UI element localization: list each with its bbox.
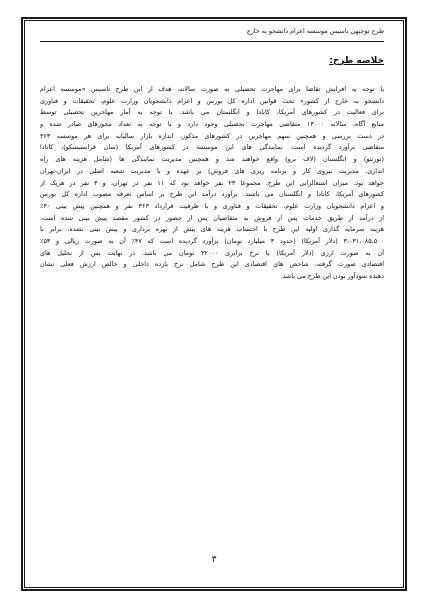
paragraph-line: دهنده سودآور بودن این طرح می باشد. <box>280 272 384 280</box>
paragraph-line: اندازی، مدیریت نیروی کار و برنامه ریزی های فروش) بر عهده و با مدیریت شعبه اصلی در ایران-تهران <box>40 166 384 175</box>
paragraph-line: در دست بررسی و همچنین سهم مهاجرین در کشورهای مذکور، اندازه بازار سالیانه برای هر موسسه ۳۶۳ <box>40 131 384 140</box>
paragraph-line: (تورنتو) و انگلستان (لاف برو) واقع خواهند شد و همچنین مدیریت نمایندگی ها (شامل هزینه های راه <box>40 155 384 164</box>
paragraph-line: برای فعالیت در کشورهای آمریکا، کانادا و انگلستان می باشد. با توجه به آمار مهاجرین تحصیلی توسط <box>40 108 384 117</box>
header-divider <box>40 41 384 42</box>
running-header: طرح توجیهی تاسیس موسسه اعزام دانشجو به خارج <box>246 28 384 35</box>
paragraph-line: دانشجو به خارج از کشور» تحت قوانین اداره کل بورس و اعزام دانشجویان وزارت علوم، تحقیقات و فناوری <box>40 96 384 105</box>
paragraph-line: کشورهای آمریکا، کانادا و انگلستان می باشند. برآورد درآمد این طرح بر اساس تعرفه مصوب اداره کل بورس <box>40 190 384 199</box>
paragraph-line: و اعزام دانشجویان وزارت علوم، تحقیقات و فناوری و با ظرفیت قرارداد ۳۶۳ نفر و همچنین پیش بینی ۴۰٪ <box>40 201 384 210</box>
paragraph-line: آن به صورت ارزی (دلار آمریکا) با نرخ برابری ۳۲۰۰۰ تومان می باشد. در نهایت پس از تحلیل های <box>40 248 384 257</box>
paragraph-line: ۳،۰۳۱،۰۸۵،۵۰۰ (دلار آمریکا) (حدود ۳ میلیارد تومان) برآورد گردیده است که ۴۷٪ آن به صورت ریالی و ۵۳٪ <box>40 236 384 245</box>
paragraph-line: هزینه سرمایه گذاری اولیه این طرح با احتساب هزینه های پیش از بهره برداری و پیش بینی نشده، برابر با <box>40 225 384 234</box>
paragraph-line: اقتصادی صورت گرفته، شاخص های اقتصادی این طرح شامل نرخ بازده داخلی و خالص ارزش فعلی نشان <box>40 260 384 269</box>
page-number: ۳ <box>211 555 217 565</box>
paragraph-line: متقاضی برآورد گردیده است. نمایندگی های این موسسه در کشورهای آمریکا (سان فرانسیسکو)، کانادا <box>40 143 384 152</box>
paragraph-line: با توجه به افزایش تقاضا برای مهاجرت تحصیلی به صورت سالانه، هدف از این طرح تاسیس «موسسه اعزام <box>40 85 384 93</box>
section-heading: خلاصه طرح: <box>329 56 384 66</box>
paragraph-line: خواهد بود. میزان اشتغالزایی این طرح، مجموعا ۲۳ نفر خواهد بود که ۱۱ نفر در تهران، و ۴ نفر در هریک از <box>40 178 384 187</box>
summary-paragraph <box>40 84 384 283</box>
paragraph-line: از درآمد از طریق خدمات پس از فروش به متقاضیان پس از حضور در کشور مقصد پیش بینی شده است. <box>40 213 384 222</box>
paragraph-line: منابع آگاه، سالانه ۱۳۰۰۰ متقاضی مهاجرت تحصیلی وجود دارد و با توجه به تعداد مجوزهای صادر شده و <box>40 120 384 129</box>
